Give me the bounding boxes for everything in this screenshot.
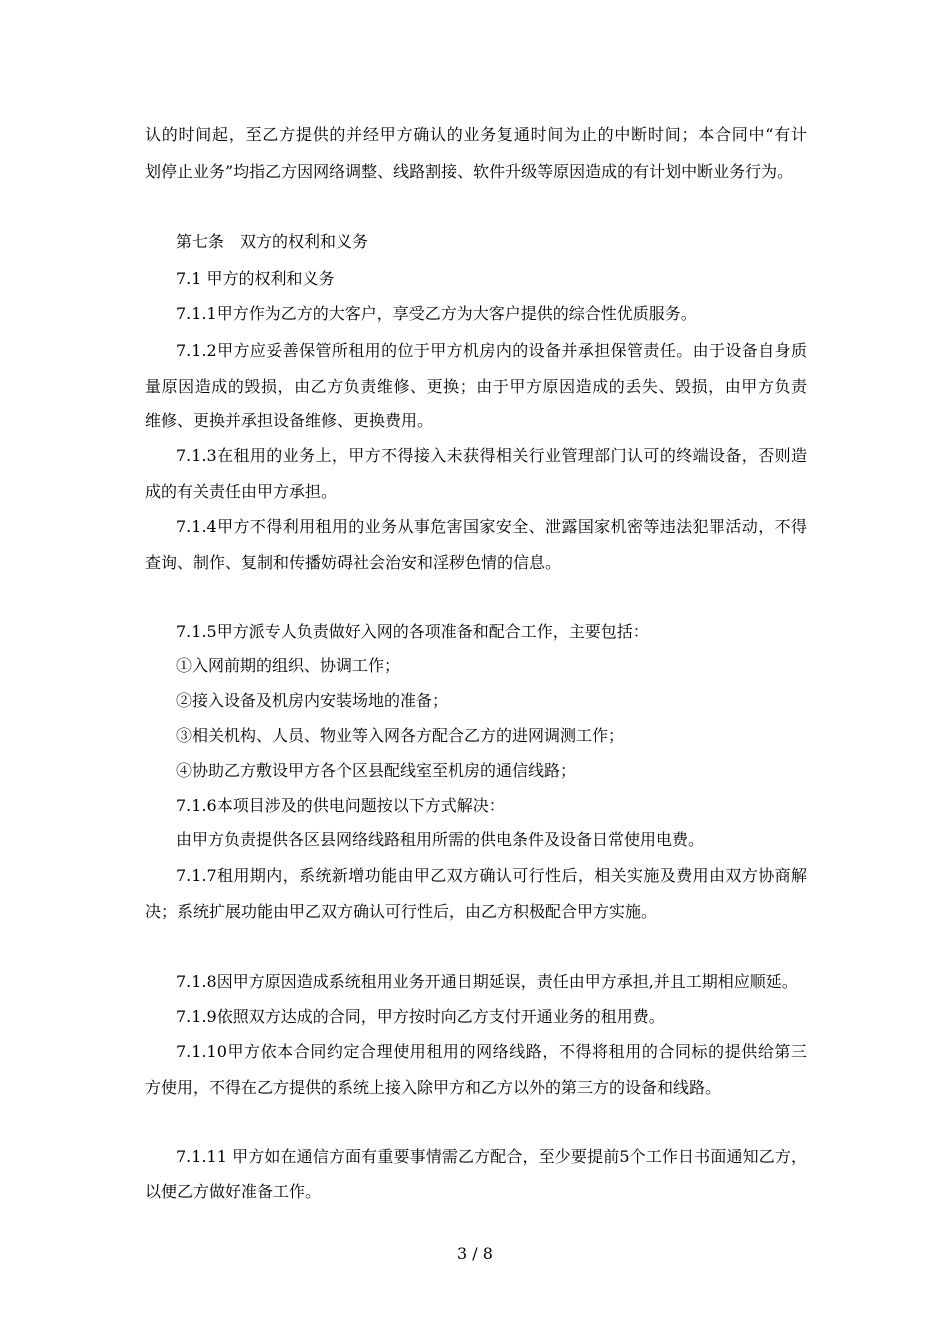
paragraph-line: 7.1.7租用期内，系统新增功能由甲乙双方确认可行性后，相关实施及费用由双方协商解	[176, 866, 807, 885]
page-number: 3 / 8	[457, 1244, 493, 1263]
list-item: ①入网前期的组织、协调工作；	[176, 656, 401, 675]
subsection-heading: 7.1 甲方的权利和义务	[176, 269, 335, 288]
paragraph-line: 7.1.11 甲方如在通信方面有重要事情需乙方配合，至少要提前5个工作日书面通知乙方，	[176, 1147, 807, 1166]
paragraph-line: 7.1.10甲方依本合同约定合理使用租用的网络线路，不得将租用的合同标的提供给第三	[176, 1042, 807, 1061]
paragraph-line: 成的有关责任由甲方承担。	[145, 482, 338, 501]
paragraph-line: 7.1.6本项目涉及的供电问题按以下方式解决：	[176, 796, 505, 815]
paragraph-line: 以便乙方做好准备工作。	[145, 1182, 322, 1201]
paragraph-line: 7.1.2甲方应妥善保管所租用的位于甲方机房内的设备并承担保管责任。由于设备自身质	[176, 341, 807, 360]
list-item: ④协助乙方敷设甲方各个区县配线室至机房的通信线路；	[176, 761, 577, 780]
paragraph-line: 7.1.8因甲方原因造成系统租用业务开通日期延误，责任由甲方承担,并且工期相应顺延。	[176, 972, 798, 991]
paragraph-line: 认的时间起，至乙方提供的并经甲方确认的业务复通时间为止的中断时间；本合同中“有计	[145, 125, 807, 144]
paragraph-line: 量原因造成的毁损，由乙方负责维修、更换；由于甲方原因造成的丢失、毁损，由甲方负责	[145, 377, 807, 396]
paragraph-line: 决；系统扩展功能由甲乙双方确认可行性后，由乙方积极配合甲方实施。	[145, 902, 658, 921]
list-item: ②接入设备及机房内安装场地的准备；	[176, 691, 449, 710]
paragraph-line: 方使用，不得在乙方提供的系统上接入除甲方和乙方以外的第三方的设备和线路。	[145, 1078, 722, 1097]
paragraph-line: 由甲方负责提供各区县网络线路租用所需的供电条件及设备日常使用电费。	[176, 830, 705, 849]
paragraph-line: 查询、制作、复制和传播妨碍社会治安和淫秽色情的信息。	[145, 553, 562, 572]
list-item: ③相关机构、人员、物业等入网各方配合乙方的进网调测工作；	[176, 726, 625, 745]
paragraph-line: 维修、更换并承担设备维修、更换费用。	[145, 411, 434, 430]
paragraph-line: 7.1.9依照双方达成的合同，甲方按时向乙方支付开通业务的租用费。	[176, 1007, 665, 1026]
paragraph-line: 7.1.5甲方派专人负责做好入网的各项准备和配合工作，主要包括：	[176, 622, 649, 641]
section-heading: 第七条 双方的权利和义务	[176, 232, 369, 251]
paragraph-line: 7.1.3在租用的业务上，甲方不得接入未获得相关行业管理部门认可的终端设备，否则造	[176, 446, 807, 465]
paragraph-line: 划停止业务”均指乙方因网络调整、线路割接、软件升级等原因造成的有计划中断业务行为。	[145, 162, 794, 181]
paragraph-line: 7.1.4甲方不得利用租用的业务从事危害国家安全、泄露国家机密等违法犯罪活动，不得	[176, 517, 807, 536]
paragraph-line: 7.1.1甲方作为乙方的大客户，享受乙方为大客户提供的综合性优质服务。	[176, 304, 697, 323]
